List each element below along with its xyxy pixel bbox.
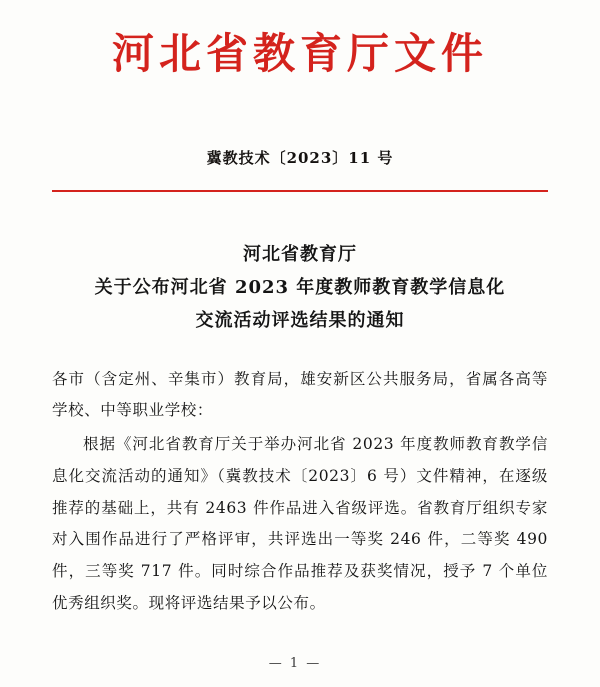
red-divider-rule (52, 190, 548, 192)
document-number: 冀教技术〔2023〕11 号 (206, 148, 394, 167)
paragraph-recipients: 各市（含定州、辛集市）教育局，雄安新区公共服务局，省属各高等学校、中等职业学校： (52, 369, 548, 420)
paragraph-main: 根据《河北省教育厅关于举办河北省 2023 年度教师教育教学信息化交流活动的通知》（冀教技术〔2023〕6 号）文件精神，在逐级推荐的基础上，共有 2463 件作品进入省级评选。省教育厅组织专家对入围作品进行了严格评审，共评选出一等奖 246 件，二等奖 490 件，三等奖 717 件。同时综合作品推荐及获奖情况，授予 7 个单位优秀组织奖。现将评选结果予以公布。 (52, 435, 548, 612)
title-line-subject-1: 关于公布河北省 2023 年度教师教育教学信息化 (94, 276, 506, 298)
document-title-block (52, 238, 548, 338)
page-number: — 1 — (268, 656, 322, 671)
masthead-title: 河北省教育厅文件 (111, 29, 488, 78)
title-line-issuer: 河北省教育厅 (243, 243, 357, 265)
document-body (52, 364, 548, 620)
page-footer (0, 656, 600, 671)
title-line-subject-2: 交流活动评选结果的通知 (195, 310, 405, 332)
document-masthead (52, 0, 548, 89)
